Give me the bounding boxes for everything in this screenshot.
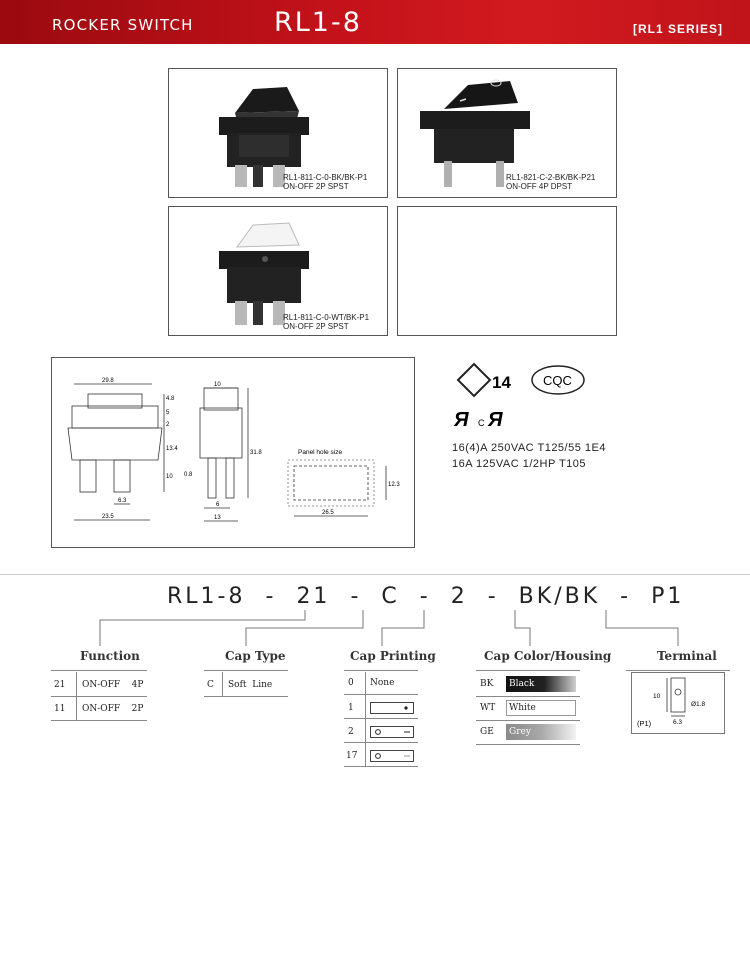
enec-mark-icon [458,364,511,396]
table-rule [222,672,223,696]
function-value-21: ON-OFF 4P [82,680,144,690]
pn-function: 21 [296,584,331,609]
cap-print-17-icon [370,750,414,762]
pn-series: RL1-8 [167,584,246,609]
dim-6: 6 [216,502,220,508]
terminal-drawing [631,672,723,732]
table-rule [344,742,418,743]
product-part-3: RL1-811-C-0-WT/BK-P1 [283,313,370,322]
cap-type-title: Cap Type [225,649,286,663]
cap-print-code-2: 2 [348,727,354,737]
cap-color-value-ge: Grey [509,727,531,737]
pn-sep: - [620,584,632,609]
product-part-1: RL1-811-C-0-BK/BK-P1 [283,173,368,182]
table-rule [344,670,418,671]
dim-side-10: 10 [214,382,221,388]
svg-text:Я: Я [454,409,469,431]
table-rule [51,696,147,697]
product-part-2: RL1-821-C-2-BK/BK-P21 [506,173,596,182]
cap-color-value-wt: White [509,703,536,713]
cap-print-value-0: None [370,678,395,688]
product-box-empty [397,206,617,336]
dim-4-8: 4.8 [166,396,175,402]
product-desc-1: ON-OFF 2P SPST [283,182,349,191]
pn-sep: - [487,584,499,609]
product-desc-2: ON-OFF 4P DPST [506,182,573,191]
ratings-block [452,440,606,472]
table-rule [344,766,418,767]
cap-print-1-icon [370,702,414,714]
dim-26-5: 26.5 [322,510,334,516]
table-rule [76,672,77,720]
dim-2: 2 [166,422,170,428]
table-rule [365,672,366,766]
pn-sep: - [419,584,431,609]
dim-31-8: 31.8 [250,450,262,456]
function-title: Function [80,649,140,663]
cap-color-title: Cap Color/Housing [484,649,612,663]
dim-13-4: 13.4 [166,446,178,452]
pn-captype: C [381,584,400,609]
cap-color-value-bk: Black [509,679,535,689]
cap-print-code-1: 1 [348,703,354,713]
pn-sep: - [350,584,362,609]
dim-6-3: 6.3 [118,498,127,504]
header-model: RL1-8 [274,7,362,38]
ul-c-text: C [478,418,485,428]
table-rule [476,744,580,745]
product-box-3 [168,206,388,336]
cqc-mark-icon [532,366,584,394]
cap-color-code-bk: BK [480,679,494,689]
product-desc-3: ON-OFF 2P SPST [283,322,349,331]
pn-capprint: 2 [450,584,468,609]
table-rule [344,718,418,719]
cap-print-code-17: 17 [346,751,358,761]
table-rule [204,696,288,697]
ur-mark-icon [453,409,503,431]
cqc-text: CQC [543,373,572,388]
table-rule [476,696,580,697]
function-code-21: 21 [54,680,66,690]
dim-23-5: 23.5 [102,514,114,520]
header-bar [0,0,750,44]
cap-type-value-c: Soft Line [228,680,273,690]
terminal-dim-diameter: Ø1.8 [691,701,706,708]
rating-line-1: 16(4)A 250VAC T125/55 1E4 [452,442,606,454]
terminal-label: (P1) [637,719,652,728]
pn-sep: - [265,584,277,609]
cap-type-code-c: C [207,680,214,690]
dimension-drawing [51,357,415,548]
dim-0-8: 0.8 [184,472,193,478]
rating-line-2: 16A 125VAC 1/2HP T105 [452,458,587,470]
dimension-svg [52,358,414,547]
pn-color: BK/BK [518,584,601,609]
function-value-11: ON-OFF 2P [82,704,144,714]
dim-5: 5 [166,410,170,416]
svg-text:Я: Я [488,409,503,431]
table-rule [626,670,730,671]
cap-print-2-icon [370,726,414,738]
section-divider [0,574,750,575]
cap-color-code-wt: WT [480,703,496,713]
certification-logos [452,360,602,434]
table-rule [476,670,580,671]
table-rule [51,720,147,721]
table-rule [51,670,147,671]
cap-print-code-0: 0 [348,678,354,688]
terminal-title: Terminal [657,649,717,663]
function-code-11: 11 [54,704,66,714]
header-title: ROCKER SWITCH [52,16,194,34]
dim-12-3: 12.3 [388,482,400,488]
panel-hole-label: Panel hole size [298,449,343,456]
header-series: [RL1 SERIES] [632,22,723,36]
dim-13: 13 [214,515,221,521]
cap-printing-title: Cap Printing [350,649,436,663]
table-rule [204,670,288,671]
enec-number: 14 [492,373,511,392]
product-box-1 [168,68,388,198]
switch-photo-black-2p [205,77,325,187]
dim-29-8: 29.8 [102,378,114,384]
pn-terminal: P1 [651,584,685,609]
dim-10: 10 [166,474,173,480]
table-rule [476,720,580,721]
terminal-dim-10: 10 [653,693,661,700]
terminal-dim-6-3: 6.3 [673,719,683,726]
table-rule [344,694,418,695]
cap-color-code-ge: GE [480,727,494,737]
product-box-2 [397,68,617,198]
